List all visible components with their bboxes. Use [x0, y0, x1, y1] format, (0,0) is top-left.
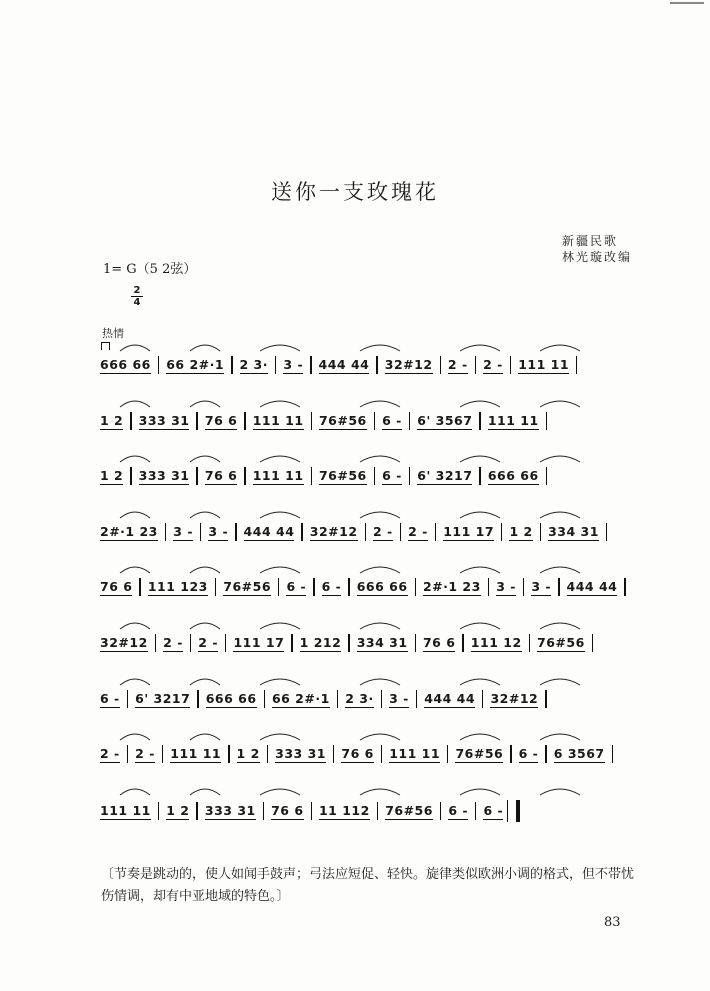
barline [127, 745, 128, 763]
notation-row [100, 578, 630, 596]
measure-notes: 76#56 [318, 412, 367, 428]
barline [244, 467, 245, 485]
barline [447, 745, 448, 763]
measure-notes: 2#·1 23 [422, 578, 481, 594]
measure-notes: 6' 3217 [417, 467, 473, 483]
barline [545, 690, 546, 708]
slur-marks [100, 503, 630, 521]
barline [196, 802, 197, 820]
barline [311, 412, 312, 430]
barline [311, 802, 312, 820]
barline [165, 523, 166, 541]
measure-notes: 3 - [531, 578, 552, 594]
measure-notes: 111 11 [100, 802, 151, 818]
barline [540, 523, 541, 541]
notation-row [100, 523, 630, 541]
measure-notes: 6 3567 [553, 745, 605, 761]
slur-marks [100, 670, 630, 688]
measure-notes: 111 12 [470, 634, 522, 650]
measure-notes: 2 - [483, 356, 503, 372]
barline [546, 412, 547, 430]
measure-notes: 111 11 [389, 745, 441, 761]
credit-origin: 新疆民歌 [562, 234, 619, 248]
barline [592, 634, 593, 652]
barline [576, 356, 577, 374]
measure-notes: 6 - [518, 745, 539, 761]
barline [215, 578, 216, 596]
measure-notes: 32#12 [309, 523, 358, 539]
barline [278, 578, 279, 596]
barline [333, 745, 334, 763]
barline [235, 523, 236, 541]
barline [475, 802, 476, 820]
barline [409, 467, 410, 485]
measure-notes: 1 2 [509, 523, 533, 539]
measure-notes: 2 - [100, 745, 120, 761]
barline [310, 356, 311, 374]
barline [529, 634, 530, 652]
measure-notes: 333 31 [275, 745, 326, 761]
slur-marks [100, 392, 630, 410]
measure-notes: 6 - [483, 802, 504, 818]
barline [244, 412, 245, 430]
barline [225, 634, 226, 652]
measure-notes: 666 66 [100, 356, 151, 372]
barline [139, 578, 140, 596]
barline [311, 467, 312, 485]
song-title: 送你一支玫瑰花 [271, 180, 439, 204]
measure-notes: 76 6 [271, 802, 304, 818]
barline [313, 578, 314, 596]
notation-row [100, 690, 630, 708]
measure-notes: 111 17 [233, 634, 285, 650]
measure-notes: 2#·1 23 [100, 523, 158, 539]
measure-notes: 3 - [173, 523, 194, 539]
measure-notes: 1 2 [166, 802, 190, 818]
measure-notes: 3 - [283, 356, 304, 372]
barline [264, 690, 265, 708]
measure-notes: 334 31 [356, 634, 408, 650]
measure-notes: 76 6 [341, 745, 374, 761]
barline [228, 745, 229, 763]
barline [523, 578, 524, 596]
barline [415, 578, 416, 596]
barline [612, 745, 613, 763]
notation-row [100, 745, 630, 763]
barline [501, 523, 502, 541]
key-text: 1= G（5 2弦） [103, 262, 197, 277]
measure-notes: 111 11 [252, 467, 304, 483]
barline [162, 745, 163, 763]
measure-notes: 666 66 [356, 578, 408, 594]
measure-notes: 1 2 [100, 412, 124, 428]
measure-notes: 76#56 [455, 745, 504, 761]
measure-notes: 6 - [100, 690, 120, 706]
measure-notes: 2 - [372, 523, 393, 539]
measure-notes: 111 11 [518, 356, 570, 372]
measure-notes: 1 212 [299, 634, 342, 650]
barline [376, 356, 377, 374]
slur-marks [100, 447, 630, 465]
measure-notes: 3 - [496, 578, 516, 594]
barline [510, 356, 511, 374]
measure-notes: 334 31 [548, 523, 599, 539]
measure-notes: 66 2#·1 [271, 690, 330, 706]
barline [365, 523, 366, 541]
barline [348, 578, 349, 596]
measure-notes: 111 123 [147, 578, 208, 594]
barline [374, 412, 375, 430]
measure-notes: 666 66 [205, 690, 257, 706]
measure-notes: 11 112 [318, 802, 370, 818]
barline [416, 690, 417, 708]
measure-notes: 666 66 [487, 467, 539, 483]
measure-notes: 444 44 [424, 690, 476, 706]
barline [231, 356, 232, 374]
notation-row [100, 800, 630, 822]
measure-notes: 32#12 [100, 634, 148, 650]
barline [381, 745, 382, 763]
barline [200, 523, 201, 541]
measure-notes: 6 - [382, 467, 402, 483]
measure-notes: 6' 3567 [417, 412, 473, 428]
meter-top: 2 [133, 285, 141, 296]
measure-notes: 6' 3217 [135, 690, 191, 706]
barline [348, 634, 349, 652]
measure-notes: 2 3· [239, 356, 268, 372]
barline [482, 690, 483, 708]
barline [196, 467, 197, 485]
measure-notes: 6 - [382, 412, 402, 428]
barline [381, 690, 382, 708]
barline [488, 578, 489, 596]
measure-notes: 76#56 [537, 634, 585, 650]
barline [462, 634, 463, 652]
barline [377, 802, 378, 820]
meter-bottom: 4 [133, 297, 141, 308]
measure-notes: 76#56 [385, 802, 433, 818]
measure-notes: 6 - [286, 578, 307, 594]
measure-notes: 444 44 [318, 356, 370, 372]
barline [409, 412, 410, 430]
notation-row [100, 356, 630, 374]
barline [558, 578, 559, 596]
measure-notes: 3 - [389, 690, 409, 706]
measure-notes: 2 - [447, 356, 468, 372]
barline [624, 578, 625, 596]
barline [374, 467, 375, 485]
performance-note: 〔节奏是跳动的，使人如闻手鼓声；弓法应短促、轻快。旋律类似欧洲小调的格式，但不带忧伤情调，却有中亚地域的特色。〕 [101, 867, 635, 904]
barline [400, 523, 401, 541]
barline [435, 523, 436, 541]
measure-notes: 66 2#·1 [166, 356, 225, 372]
measure-notes: 111 17 [443, 523, 495, 539]
barline [440, 802, 441, 820]
barline [440, 356, 441, 374]
slur-marks [100, 614, 630, 632]
measure-notes: 76 6 [204, 412, 238, 428]
measure-notes: 32#12 [384, 356, 433, 372]
slur-marks [100, 558, 630, 576]
measure-notes: 76 6 [100, 578, 133, 594]
measure-notes: 333 31 [204, 802, 256, 818]
barline [301, 523, 302, 541]
measure-notes: 76 6 [422, 634, 456, 650]
barline [130, 412, 131, 430]
measure-notes: 2 - [163, 634, 183, 650]
barline [415, 634, 416, 652]
barline [275, 356, 276, 374]
measure-notes: 3 - [208, 523, 229, 539]
barline [479, 467, 480, 485]
barline [606, 523, 607, 541]
measure-notes: 32#12 [490, 690, 539, 706]
page-number: 83 [604, 915, 621, 930]
measure-notes: 2 - [198, 634, 219, 650]
barline [155, 634, 156, 652]
barline [197, 690, 198, 708]
barline [263, 802, 264, 820]
measure-notes: 444 44 [243, 523, 295, 539]
measure-notes: 1 2 [236, 745, 260, 761]
measure-notes: 333 31 [138, 467, 190, 483]
barline [545, 745, 546, 763]
barline [510, 745, 511, 763]
measure-notes: 6 - [321, 578, 342, 594]
measure-notes: 2 - [408, 523, 428, 539]
slur-marks [100, 725, 630, 743]
barline [267, 745, 268, 763]
measure-notes: 1 2 [100, 467, 124, 483]
measure-notes: 2 3· [345, 690, 374, 706]
notation-row [100, 412, 630, 430]
credit-arranger: 林光璇改编 [562, 250, 633, 264]
barline [291, 634, 292, 652]
measure-notes: 76#56 [223, 578, 272, 594]
barline [196, 412, 197, 430]
measure-notes: 111 11 [252, 412, 304, 428]
final-barline [507, 800, 520, 822]
barline [127, 690, 128, 708]
notation-row [100, 634, 630, 652]
slur-marks [100, 336, 630, 354]
measure-notes: 76#56 [318, 467, 367, 483]
barline [475, 356, 476, 374]
measure-notes: 76 6 [204, 467, 238, 483]
barline [546, 467, 547, 485]
barline [158, 356, 159, 374]
measure-notes: 6 - [448, 802, 469, 818]
measure-notes: 111 11 [487, 412, 539, 428]
measure-notes: 333 31 [138, 412, 190, 428]
barline [479, 412, 480, 430]
notation-row [100, 467, 630, 485]
measure-notes: 444 44 [566, 578, 618, 594]
barline [158, 802, 159, 820]
measure-notes: 2 - [135, 745, 155, 761]
tempo-marking: 热情 [102, 327, 124, 340]
measure-notes: 111 11 [170, 745, 222, 761]
barline [337, 690, 338, 708]
slur-marks [100, 780, 630, 798]
barline [190, 634, 191, 652]
barline [130, 467, 131, 485]
